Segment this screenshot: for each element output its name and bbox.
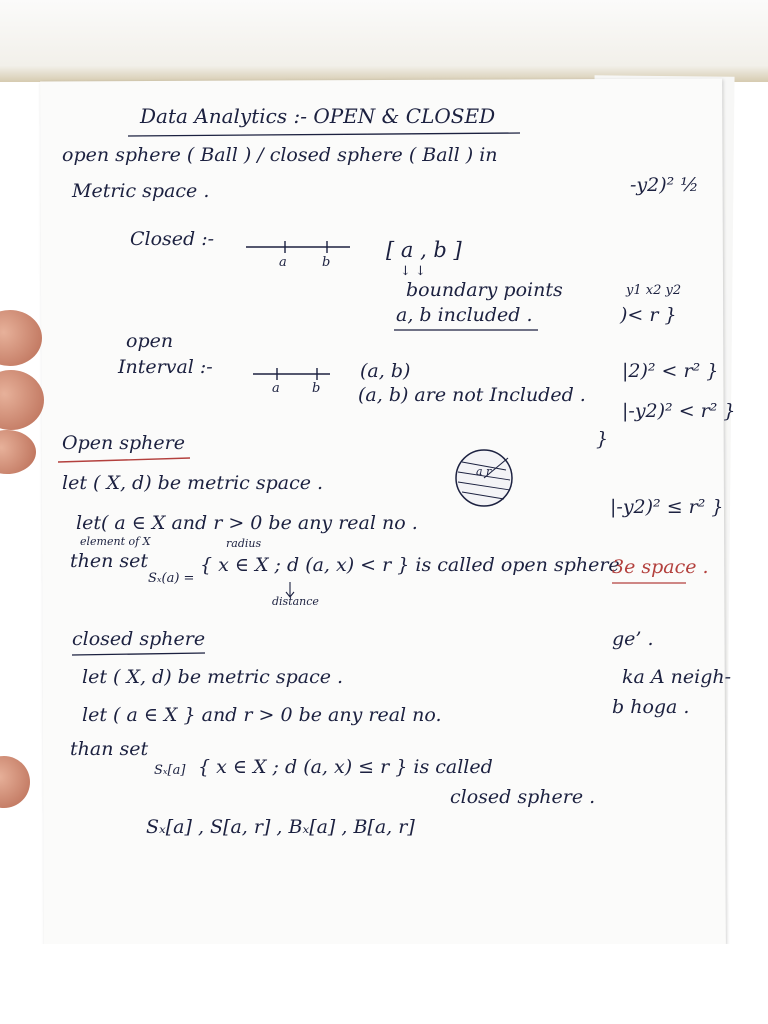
open-tick-b: b (312, 381, 321, 396)
margin-text-6: } (596, 428, 609, 450)
closed-label: Closed :- (130, 228, 215, 250)
open-sphere-line-3: then set (70, 550, 149, 572)
open-sphere-sub-radius: radius (226, 537, 262, 550)
open-label-1: open (126, 330, 174, 352)
open-sphere-symbol: Sₓ(a) = (148, 571, 195, 586)
sphere-diagram (456, 450, 512, 506)
open-sphere-line-2: let( a ∈ X and r > 0 be any real no . (76, 512, 418, 534)
open-note: (a, b) are not Included . (358, 384, 586, 406)
closed-notation: [ a , b ] (386, 238, 462, 262)
closed-sphere-heading: closed sphere (72, 628, 206, 650)
closed-sphere-line-1: let ( X, d) be metric space . (82, 666, 344, 688)
margin-text-7: |-y2)² ≤ r² } (610, 496, 724, 518)
open-sphere-line-1: let ( X, d) be metric space . (62, 472, 324, 494)
margin-text-3: )< r } (620, 304, 677, 326)
open-sphere-sub-distance: distance (272, 595, 319, 608)
closed-sphere-notations: Sₓ[a] , S[a, r] , Bₓ[a] , B[a, r] (146, 816, 415, 838)
closed-tick-b: b (322, 255, 331, 270)
closed-note-2: a, b included . (396, 304, 533, 326)
closed-sphere-symbol: Sₓ[a] (154, 763, 186, 778)
margin-text-9: ge’ . (612, 628, 654, 650)
circle-label: a r (476, 465, 492, 478)
open-sphere-sub-element: element of X (80, 535, 151, 548)
open-tick-a: a (272, 381, 280, 396)
margin-text-8: 3e space . (612, 556, 709, 578)
margin-text-11: b hoga . (612, 696, 690, 718)
margin-text-1: -y2)² ½ (630, 174, 699, 196)
open-sphere-set-def: { x ∈ X ; d (a, x) < r } is called open sphere (200, 554, 620, 576)
closed-sphere-set-def: { x ∈ X ; d (a, x) ≤ r } is called (198, 756, 493, 778)
closed-sphere-line-2: let ( a ∈ X } and r > 0 be any real no. (82, 704, 442, 726)
margin-text-10: ka A neigh- (622, 666, 732, 688)
closed-tick-a: a (279, 255, 287, 270)
margin-text-5: |-y2)² < r² } (622, 400, 736, 422)
page-title: Data Analytics :- OPEN & CLOSED (140, 104, 496, 128)
margin-text-4: |2)² < r² } (622, 360, 719, 382)
closed-sphere-line-3: than set (70, 738, 149, 760)
open-sphere-heading: Open sphere (62, 432, 185, 454)
closed-note-1: boundary points (406, 279, 563, 301)
closed-arrows: ↓ ↓ (400, 264, 426, 279)
margin-text-2: y1 x2 y2 (626, 283, 682, 298)
intro-line-1: open sphere ( Ball ) / closed sphere ( Ball ) in (62, 144, 498, 166)
intro-line-2: Metric space . (72, 180, 210, 202)
closed-sphere-line-4: closed sphere . (450, 786, 596, 808)
open-label-2: Interval :- (118, 356, 213, 378)
open-notation: (a, b) (360, 360, 411, 382)
